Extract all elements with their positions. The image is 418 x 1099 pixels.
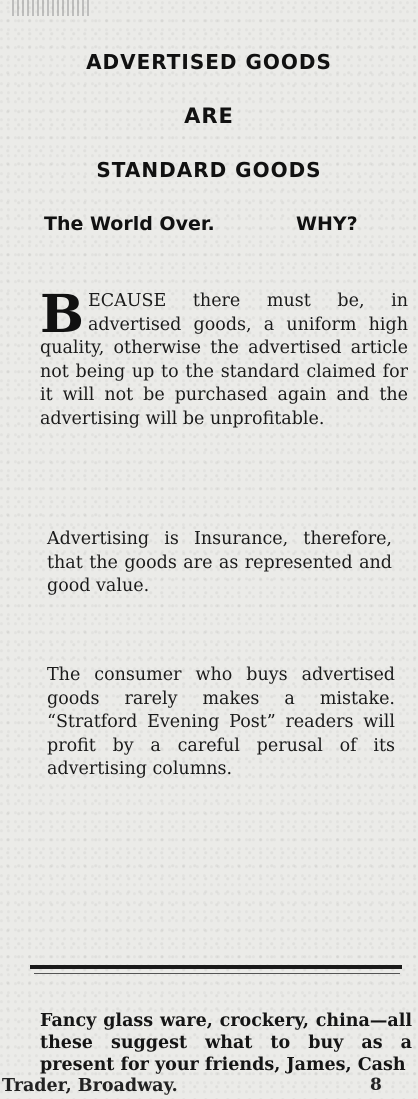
notice-tail: Trader, Broadway. <box>2 1076 178 1096</box>
headline-line-3: STANDARD GOODS <box>96 158 322 182</box>
subheading-world-over: The World Over. <box>44 213 215 235</box>
headline-line-2: ARE <box>184 104 234 128</box>
drop-cap: B <box>40 284 84 345</box>
paragraph-insurance: Advertising is Insurance, therefore, that the goods are as represented and good value. <box>47 529 392 596</box>
divider-rule <box>30 965 402 969</box>
divider-rule-thin <box>34 973 400 974</box>
print-smudge <box>12 0 90 16</box>
paragraph-because <box>40 284 408 431</box>
subheading-why: WHY? <box>296 213 358 235</box>
headline-line-1: ADVERTISED GOODS <box>86 50 332 74</box>
paragraph-consumer: The consumer who buys advertised goods rarely makes a mistake. “Stratford Evening Post” readers will profit by a careful perusal of its advertising columns. <box>47 665 395 779</box>
notice-fancy-glassware: Fancy glass ware, crockery, china—all these suggest what to buy as a present for your friends, James, Cash <box>40 1011 412 1075</box>
notice-end-mark: 8 <box>370 1075 382 1095</box>
paragraph-because-text: ECAUSE there must be, in advertised goods, a uniform high quality, otherwise the advertised article not being up to the standard claimed for it will not be purchased again and the advertising will be unprofitable. <box>40 291 408 429</box>
